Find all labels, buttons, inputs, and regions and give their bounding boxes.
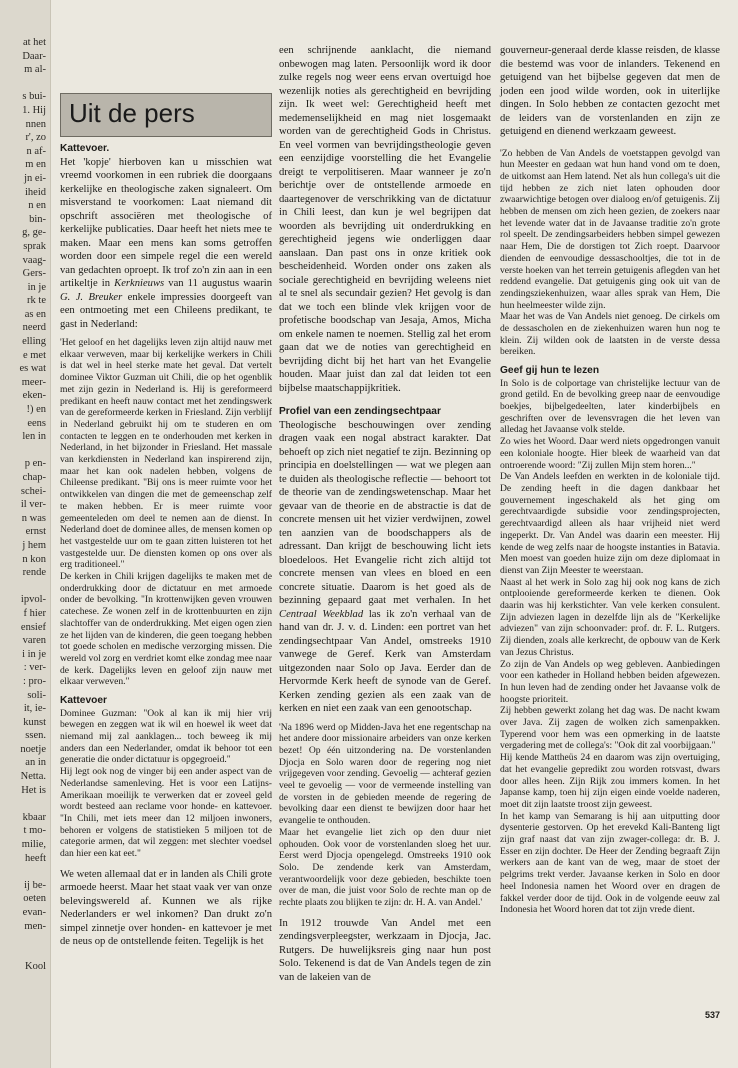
previous-page-fragments [2,36,46,974]
fragment-line: es wat [19,363,46,375]
quote-paragraph: 'Na 1896 werd op Midden-Java het ene regentschap na het andere door missionaire arbeiders van onze kerken bezet! Op één uitzondering na. De vorstenlanden Djocja en Solo waren door de regering nog niet vrijgegeven voor zending. Gevoelig — achteraf gezien veel te gevoelig — voor de vermeende instelling van de vorsten in de gebieden meende de regering de bevolking daar een dienst te bewijzen door haar het evangelie te onthouden. [279,721,491,827]
fragment-line: bin- [29,213,46,225]
fragment-line: kunst [23,716,46,728]
fragment-line: n kon [22,553,46,565]
fragment-line: s bui- [22,91,46,103]
fragment-line: varen [22,635,46,647]
fragment-line: oeten [23,893,46,905]
heading-kattevoer-2: Kattevoer [60,695,107,707]
fragment-line: j hem [22,539,46,551]
fragment-line: milie, [21,839,46,851]
fragment-line: e met [22,349,46,361]
fragment-line: : pro- [22,675,46,687]
fragment-line: g, ge- [22,227,46,239]
paragraph: Zij hebben gewerkt zolang het dag was. De nacht kwam over Java. Zij zagen de wolken zich samenpakken. Typerend voor hem was een opmerking in de laatste vergadering met de collega's: "Ook dit zal voorbijgaan." [500,705,720,752]
paragraph: We weten allemaal dat er in landen als Chili grote armoede heerst. Maar het staat vaak ver van onze belevingswereld af. Kunnen we als rijke Nederlanders er wel inkomen? Dan drukt zo'n simpel zinnetje over honden- en kattevoer je met de neus op de ontstellende feiten. Tegelijk is het [60,868,272,948]
paragraph: De Van Andels leefden en werkten in de koloniale tijd. De zending heeft in die dagen dankbaar het gouvernement ingeschakeld als het ging om gerechtvaardigde subsidie voor zendingsprojecten, gerechtvaardigd alleen als haar vrijheid niet werd ingeperkt. Dr. Van Andel was daarin een meester. Hij kende de weg zelfs naar de hoogste instanties in Batavia. Men moest van goeden huize zijn om deze diplomaat in dienst van Zijn Meester te weerstaan. [500,471,720,576]
fragment-line: m en [25,159,46,171]
fragment-line: ssen. [25,730,46,742]
quote-paragraph: 'Zo hebben de Van Andels de voetstappen gevolgd van hun Meester en gedaan wat hun hand vond om te doen, de uitkomst aan Hem latend. Net als hun collega's uit die tijd hebben ze zich niet laten ophouden door zwaarwichtige betogen over dialoog en/of getuigenis. Zij hebben de mensen om zich heen gezien, de zoekers naar het levende water dat in de Javaanse traditie zo'n grote rol speelt. De zendingsarbeiders hebben simpel gewezen naar Hem, Die de dorstigen tot Zich roept. Daarvoor dienden de eenvoudige dessaschooltjes, die tot in de verste hoeken van het terrein getuigenis aflegden van het reddend evangelie. Dat getuigenis ging ook uit van de zendingsziekenhuizen, waar alles sprak van Hem, Die hun heelmeester wilde zijn. [500,147,720,311]
fragment-line: Netta. [20,771,46,783]
fragment-line: !) en [26,404,46,416]
fragment-line: heeft [25,852,46,864]
fragment-line: neerd [22,322,46,334]
fragment-line: jn ei- [24,172,46,184]
fragment-line: vaag- [22,254,46,266]
fragment-line: Gers- [22,268,46,280]
paragraph: gouverneur-generaal derde klasse reisden, de klasse die bestemd was voor de inlanders. Tekenend en getuigend van het bijbelse gegeven dat men de joden een jood wilde worden, ook in uiterlijke dingen. In Solo hebben ze contacten gezocht met de leiders van de vorstenlanden en zijn ze getuigend en dienend werkzaam geweest. [500,45,720,137]
fragment-line: nnen [25,118,46,130]
fragment-line: : ver- [23,662,46,674]
fragment-line: chap- [22,472,46,483]
fragment-line: n en [28,200,46,212]
paragraph: een schrijnende aanklacht, die niemand onbewogen mag laten. Persoonlijk word ik door zulke regels nog weer eens ervan overtuigd hoe wezenlijk noties als gerechtigheid en bevrijding zijn. Ik weet wel: Gerechtigheid heeft met medemenselijkheid en mag niet losgemaakt worden van de gerechtigheid Gods in Christus. En veel vormen van bevrijdingstheologie geven een eenzijdige voorstelling die het Evangelie dreigt te verpolitiseren. Maar wanneer je zo'n berichtje over de ontstellende armoede en daartegenover de verschrikking van de dictatuur in Chili leest, dan kun je wel begrijpen dat woorden als bevrijding uit onderdrukking en gerechtigheid jegens wie onderliggen daar aanslaan. Dan past ons in onze kritiek ook bescheidenheid. Worden onder ons zaken als sociale gerechtigheid en bevrijding weleens niet al te snel als secundair gezien? Het gevolg is dan dat we toch een blinde vlek krijgen voor de profetische boodschap van Jesaja, Amos, Micha om enkele namen te noemen. Stellig zal het erom gaan dat we de noties van gerechtigheid en bevrijding dicht bij het hart van het Evangelie houden. Maar juist dan zal dat leiden tot een bijbelse maatschappijkritiek. [279,45,491,394]
fragment-line: p en- [24,458,46,470]
fragment-line: at het [22,37,46,48]
fragment-line [2,865,46,879]
fragment-line: noetje [20,743,46,755]
fragment-line: r', zo [25,132,46,144]
fragment-line: Het is [21,784,46,796]
fragment-line [2,444,46,458]
fragment-line: kbaar [22,811,46,823]
paragraph: Het 'kopje' hierboven kan u misschien wat vreemd voorkomen in een rubriek die doorgaans kerkelijke en theologische zaken signaleert. Om misverstand te voorkomen: Laat niemand dit opschrift associëren met theologische of kerkelijke publicaties. Daar heeft het niets mee te maken. Maar een mens kan soms getroffen worden door een simpele regel die een wereld van gedachten oproept. Ik trof zo'n zin aan in een artikeltje in Kerknieuws van 11 augustus waarin G. J. Breuker enkele impressies doorgeeft van een ontmoeting met een Chileens predikant, te gast in Nederland: [60,156,273,330]
fragment-line: an in [25,757,46,769]
fragment-line: 1. Hij [22,104,46,116]
fragment-line: sprak [23,240,46,252]
paragraph: Zo zijn de Van Andels op weg gebleven. Aanbiedingen voor een katheder in Holland hebben beiden afgewezen. In hun leven had de zending onder het Javaanse volk de hoogste prioriteit. [500,658,720,705]
fragment-line: it, ie- [23,703,46,715]
quote-paragraph: De kerken in Chili krijgen dagelijks te maken met de onderdrukking door de dictatuur en met armoede onder de bevolking. "In krottenwijken geven vrouwen catechese. Ze wonen zelf in de krottenbuurten en zijn slachtoffer van de onderdrukking. Met eigen ogen zien ze het lijden van de kinderen, die geen toegang hebben tot goede scholen en medische verzorging missen. Die wereld vol zorg en verdriet komt elke zondag mee naar de kerk. Dagelijks leven en geloof zijn nauw met elkaar verweven." [60,571,272,688]
fragment-line: rende [22,567,46,579]
fragment-line: schei- [20,485,46,497]
fragment-line [2,933,46,947]
paragraph: In het kamp van Semarang is hij aan uitputting door dysenterie gestorven. Op het erevekd Kali-Banteng ligt zijn graf naast dat van zijn zwager-collega: dr. B. J. Esser en zijn dochter. De Heer der Zending begraaft Zijn werkers aan de kant van de weg, maar de stoet der pelgrims trekt verder. Javaanse kerken in Solo en door heel Indonesia namen het Woord over en dragen de fakkel verder door de tijd. Ook in de volgende eeuw zal Indonesia het Woord horen dat tot zijn vrede dient. [500,810,720,916]
paragraph: Theologische beschouwingen over zending dragen vaak een nogal abstract karakter. Dat behoeft op zich niet negatief te zijn. Bezinning op principia en doelstellingen — wat we plegen aan te duiden als theologische reflectie — behoort tot de theorie van de zendingswetenschap. Maar het gevaar van de theorie en de abstractie is dat de concrete mensen uit het vizier verdwijnen, zowel ten aanzien van de boodschappers als de adressant. Dan krijgt de beschouwing licht iets bloedeloos. Het Evangelie richt zich altijd tot concrete mensen van vlees en bloed en een concrete situatie. Daarom is het goed als de bezinning gepaard gaat met verhalen. In het Centraal Weekblad las ik zo'n verhaal van de hand van dr. J. v. d. Linden: een portret van het zendingsechtpaar Van Andel, omstreeks 1910 vanwege de Geref. Kerk van Amsterdam uitgezonden naar Solo op Java. Eerder dan de Hervormde Kerk heeft de synode van de Geref. Kerken zending gezien als een zaak van de kerken en niet een zaak van een genootschap. [279,419,491,714]
paragraph: Hij kende Mattheüs 24 en daarom was zijn overtuiging, dat het evangelie gepredikt zou worden rotsvast, dwars door alles heen. Zijn Rijk zou immers komen. In het Japanse kamp, toen hij zijn eigen einde voelde naderen, moet dit zijn laatste troost zijn geweest. [500,752,720,810]
fragment-line [2,797,46,811]
quote-paragraph: Hij legt ook nog de vinger bij een ander aspect van de Nederlandse samenleving. Het is voor een Latijns-Amerikaan moeilijk te verwerken dat er zoveel geld wordt besteed aan reclame voor honde- en kattevoer. "In Chili, met iets meer dan 12 miljoen inwoners, behoren er volgens de statistieken 5 miljoen tot de categorie armen, dat wil zeggen: met slechter voedsel dan hier een kat eet." [60,766,272,860]
fragment-line: soli- [27,689,46,701]
section-title: Uit de pers [69,98,195,128]
fragment-line: Daar- [22,50,46,62]
fragment-line: n af- [26,145,46,157]
fragment-line: il ver- [20,499,46,511]
fragment-line [2,580,46,594]
fragment-line: n was [21,512,46,524]
fragment-line: eken- [22,390,46,402]
fragment-line [2,947,46,961]
fragment-line: Kool [25,961,46,973]
fragment-line: ij be- [24,879,46,891]
paragraph: Naast al het werk in Solo zag hij ook nog kans de zich ontplooiende gereformeerde kerken te dienen. Ook daarin was hij kerkstichter. Van vele kerken consulent. Zijn adviezen lagen in dezelfde lijn als de "Kerkelijke adviezen" van zijn schoonvader: prof. dr. F. L. Rutgers. Zij dienden, zoals alle kerkrecht, de opbouw van de Kerk van Jezus Christus. [500,576,720,658]
fragment-line: len in [22,431,46,443]
fragment-line: meer- [21,376,46,388]
fragment-line: ernst [25,526,46,538]
page-number: 537 [704,1010,720,1020]
quote-paragraph: Dominee Guzman: "Ook al kan ik mij hier vrij bewegen en zeggen wat ik wil en hoewel ik weet dat niemand mij zal aanklagen... toch beweeg ik mij anders dan een Nederlander, omdat ik behoor tot een generatie die onder dictatuur is opgegroeid." [60,707,272,766]
paragraph: In 1912 trouwde Van Andel met een zendingsverpleegster, werkzaam in Djocja, Jac. Rutgers. De huwelijksreis ging naar hun post Solo. Tekenend is dat de Van Andels tegen de zin van de lakeien van de [279,917,491,983]
heading-geef-gij-hun-te-lezen: Geef gij hun te lezen [500,365,600,377]
column-1 [60,142,272,949]
column-3 [500,44,720,916]
fragment-line: as en [24,308,46,320]
fragment-line: elling [22,336,46,348]
quote-paragraph: Maar het was de Van Andels niet genoeg. De cirkels om de dessascholen en de ziekenhuizen waren hun nog te klein. Zij wilden ook de laatsten in de verste dessa bereiken. [500,311,720,358]
fragment-line: rk te [27,295,46,307]
fragment-line: men- [24,920,46,932]
quote-paragraph: Maar het evangelie liet zich op den duur niet ophouden. Ook voor de vorstenlanden sloeg het uur. Eerst werd Djocja opengelegd. Omstreeks 1910 ook Solo. De zendende kerk van Amsterdam, verantwoordelijk voor deze gebieden, beschikte toen over de man, die juist voor Solo de rechte man op de rechte plaats zou blijken te zijn: dr. H. A. van Andel.' [279,826,491,909]
quote-paragraph: 'Het geloof en het dagelijks leven zijn altijd nauw met elkaar verweven, maar bij kerkelijke werkers in Chili is dat wel in heel sterke mate het geval. Dat vertelt dominee Viktor Guzman uit Chili, die op het ogenblik met zijn gezin in Nederland is. Hij is gereformeerd predikant en heeft nauw contact met het zendingswerk van de gereformeerde kerken in Friesland. Zijn verblijf in Nederland gebruikt hij om te studeren en om contacten te leggen en te onderhouden met kerken in Nederland, in het bijzonder in Friesland. Het massale van kerkdiensten in Nederland kan inspirerend zijn, maar het kan ook nadelen hebben, volgens de Chileense predikant. "Bij ons is meer ruimte voor het ontwikkelen van dingen die met de gemeenschap zelf te maken hebben. Er is meer ruimte voor gemeenteleden om deel te nemen aan de dienst. In Nederland doet de dominee alles, de mensen komen op het vastgestelde uur om te gaan zitten luisteren tot het vastgestelde uur. De diensten komen op ons over als erg traditioneel." [60,337,272,571]
fragment-line: f hier [23,607,46,619]
heading-kattevoer: Kattevoer. [60,143,110,154]
fragment-line: iheid [25,186,46,198]
fragment-line: ipvol- [20,594,46,606]
fragment-line: m al- [24,64,46,76]
fragment-line: t mo- [23,825,46,837]
fragment-line: evan- [22,907,46,918]
paragraph: In Solo is de colportage van christelijke lectuur van de grond getild. En de bevolking greep naar de eenvoudige boekjes, bijbelgedeelten, later kinderbijbels en geschriften over de levensvragen die het leven van alledag het Javaanse volk stelde. [500,377,720,436]
previous-page-edge [0,0,51,1068]
heading-profiel: Profiel van een zendingsechtpaar [279,406,441,417]
section-header-box [60,93,272,137]
column-2 [279,44,491,984]
fragment-line: in je [27,281,46,293]
paragraph: Zo wies het Woord. Daar werd niets opgedrongen vanuit een koloniale hoogte. Hier bleek de waarheid van dat ontroerende woord: "Zij zullen Mijn stem horen..." [500,436,720,471]
fragment-line: i in je [22,648,46,660]
fragment-line [2,77,46,91]
fragment-line: eens [27,417,46,429]
fragment-line: ensief [20,621,46,633]
